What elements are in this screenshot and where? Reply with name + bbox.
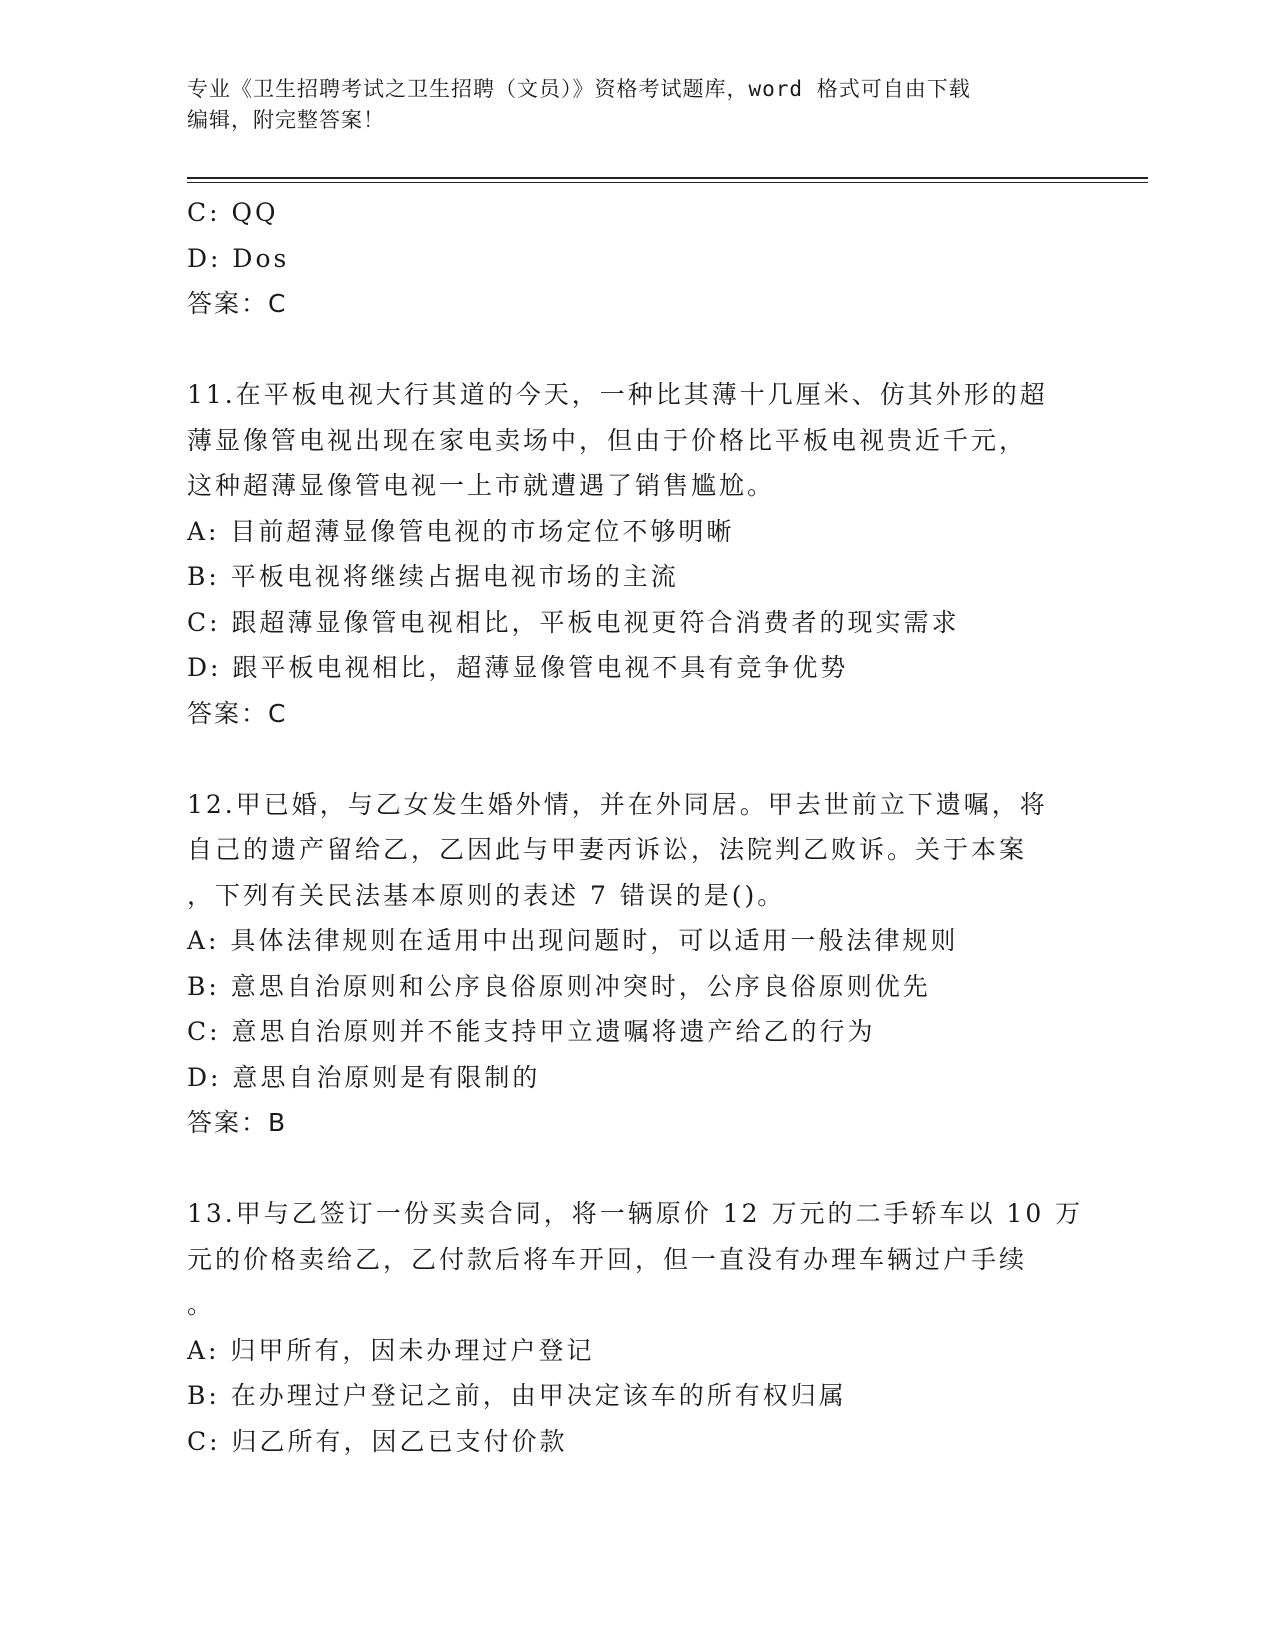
option-d: D: Dos bbox=[187, 243, 290, 273]
question-13-line-2: 元的价格卖给乙，乙付款后将车开回，但一直没有办理车辆过户手续 bbox=[187, 1244, 1028, 1274]
question-11-answer: 答案：C bbox=[187, 698, 288, 728]
question-11-option-b: B: 平板电视将继续占据电视市场的主流 bbox=[187, 562, 679, 591]
question-13-option-a: A: 归甲所有，因未办理过户登记 bbox=[187, 1335, 595, 1365]
header-line-1: 专业《卫生招聘考试之卫生招聘（文员）》资格考试题库，word 格式可自由下载 bbox=[187, 77, 971, 101]
question-13-option-c: C: 归乙所有，因乙已支付价款 bbox=[187, 1426, 568, 1456]
header-rule-thick bbox=[187, 177, 1148, 179]
question-12-option-a: A: 具体法律规则在适用中出现问题时，可以适用一般法律规则 bbox=[187, 926, 959, 955]
question-11-line-3: 这种超薄显像管电视一上市就遭遇了销售尴尬。 bbox=[187, 471, 776, 500]
answer-line: 答案：C bbox=[187, 289, 288, 318]
question-11-option-a: A: 目前超薄显像管电视的市场定位不够明晰 bbox=[187, 516, 735, 546]
header-rule-thin bbox=[187, 182, 1148, 183]
question-13-line-1: 13.甲与乙签订一份买卖合同，将一辆原价 12 万元的二手轿车以 10 万 bbox=[187, 1199, 1084, 1228]
question-12-option-d: D: 意思自治原则是有限制的 bbox=[187, 1062, 541, 1092]
question-12-line-3: ，下列有关民法基本原则的表述 7 错误的是()。 bbox=[187, 880, 786, 910]
spacer bbox=[187, 1146, 1087, 1192]
question-11-option-d: D: 跟平板电视相比，超薄显像管电视不具有竞争优势 bbox=[187, 653, 849, 682]
document-header bbox=[187, 74, 1067, 136]
question-12-option-c: C: 意思自治原则并不能支持甲立遗嘱将遗产给乙的行为 bbox=[187, 1017, 876, 1046]
spacer bbox=[187, 736, 1087, 782]
question-content bbox=[187, 190, 1087, 1464]
spacer bbox=[187, 327, 1087, 373]
question-11-line-1: 11.在平板电视大行其道的今天，一种比其薄十几厘米、仿其外形的超 bbox=[187, 380, 1048, 409]
question-12-option-b: B: 意思自治原则和公序良俗原则冲突时，公序良俗原则优先 bbox=[187, 971, 931, 1001]
question-13-line-3: 。 bbox=[187, 1290, 216, 1319]
header-line-2: 编辑，附完整答案！ bbox=[187, 108, 385, 132]
question-11-option-c: C: 跟超薄显像管电视相比，平板电视更符合消费者的现实需求 bbox=[187, 607, 960, 637]
question-12-line-2: 自己的遗产留给乙，乙因此与甲妻丙诉讼，法院判乙败诉。关于本案 bbox=[187, 835, 1028, 864]
option-c: C: QQ bbox=[187, 198, 279, 227]
question-12-line-1: 12.甲已婚，与乙女发生婚外情，并在外同居。甲去世前立下遗嘱，将 bbox=[187, 789, 1048, 819]
question-11-line-2: 薄显像管电视出现在家电卖场中，但由于价格比平板电视贵近千元， bbox=[187, 425, 1028, 455]
question-13-option-b: B: 在办理过户登记之前，由甲决定该车的所有权归属 bbox=[187, 1381, 847, 1410]
question-12-answer: 答案：B bbox=[187, 1108, 288, 1137]
